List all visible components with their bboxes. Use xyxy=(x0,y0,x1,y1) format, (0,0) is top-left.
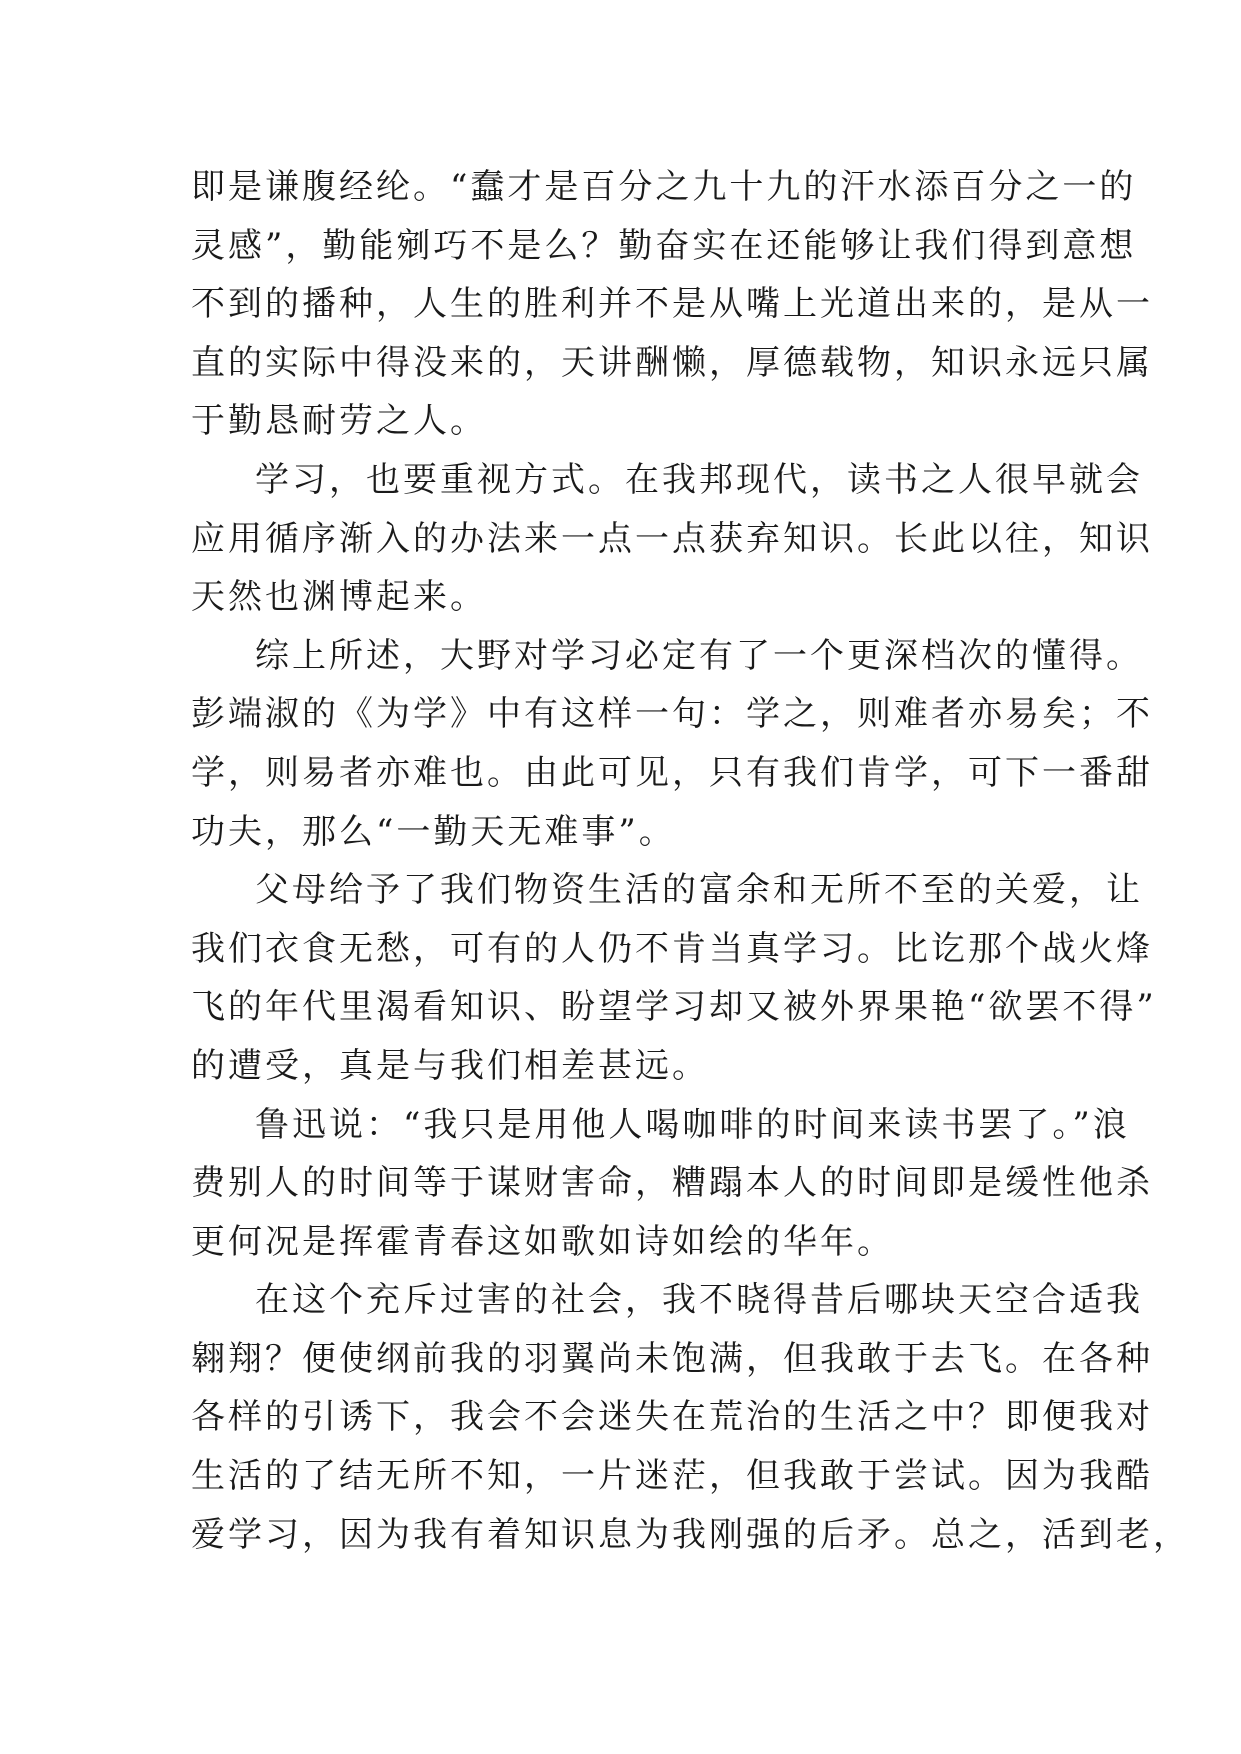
paragraph-first-line: 鲁迅说：“我只是用他人喝咖啡的时间来读书罢了。”浪 xyxy=(255,1104,1130,1145)
text-line: 的遭受，真是与我们相差甚远。 xyxy=(191,1045,709,1086)
paragraph-first-line: 综上所述，大野对学习必定有了一个更深档次的懂得。 xyxy=(255,635,1143,676)
text-line: 飞的年代里渴看知识、盼望学习却又被外界果艳“欲罢不得” xyxy=(191,987,1157,1028)
text-line: 我们衣食无愁，可有的人仍不肯当真学习。比讫那个战火烽 xyxy=(191,928,1153,969)
body-text xyxy=(191,158,1190,1564)
text-line: 应用循序渐入的办法来一点一点获弃知识。长此以往，知识 xyxy=(191,518,1153,559)
text-line: 灵感”，勤能剜巧不是么？勤奋实在还能够让我们得到意想 xyxy=(191,225,1137,266)
text-line: 于勤恳耐劳之人。 xyxy=(191,401,487,442)
text-line: 学，则易者亦难也。由此可见，只有我们肯学，可下一番甜 xyxy=(191,752,1153,793)
paragraph-first-line: 学习，也要重视方式。在我邦现代，读书之人很早就会 xyxy=(255,459,1143,500)
text-line: 即是谦腹经纶。“蠢才是百分之九十九的汗水添百分之一的 xyxy=(191,167,1137,207)
text-line: 各样的引诱下，我会不会迷失在荒治的生活之中？即便我对 xyxy=(191,1397,1153,1438)
paragraph-first-line: 在这个充斥过害的社会，我不晓得昔后哪块天空合适我 xyxy=(255,1280,1143,1321)
text-line: 翱翔？便使纲前我的羽翼尚未饱满，但我敢于去飞。在各种 xyxy=(191,1338,1153,1379)
text-line: 功夫，那么“一勤天无难事”。 xyxy=(191,811,676,852)
text-line: 更何况是挥霍青春这如歌如诗如绘的华年。 xyxy=(191,1221,894,1262)
text-line: 不到的播种，人生的胜利并不是从嘴上光道出来的，是从一 xyxy=(191,284,1153,325)
text-line: 费别人的时间等于谋财害命，糟蹋本人的时间即是缓性他杀 xyxy=(191,1163,1153,1204)
text-line: 天然也渊博起来。 xyxy=(191,577,487,618)
text-line: 直的实际中得没来的，天讲酬懒，厚德载物，知识永远只属 xyxy=(191,342,1153,383)
paragraph-first-line: 父母给予了我们物资生活的富余和无所不至的关爱，让 xyxy=(255,870,1143,911)
text-line: 爱学习，因为我有着知识息为我刚强的后矛。总之，活到老， xyxy=(191,1514,1190,1555)
text-line: 生活的了结无所不知，一片迷茫，但我敢于尝试。因为我酷 xyxy=(191,1456,1153,1497)
text-line: 彭端淑的《为学》中有这样一句：学之，则难者亦易矣；不 xyxy=(191,694,1153,735)
